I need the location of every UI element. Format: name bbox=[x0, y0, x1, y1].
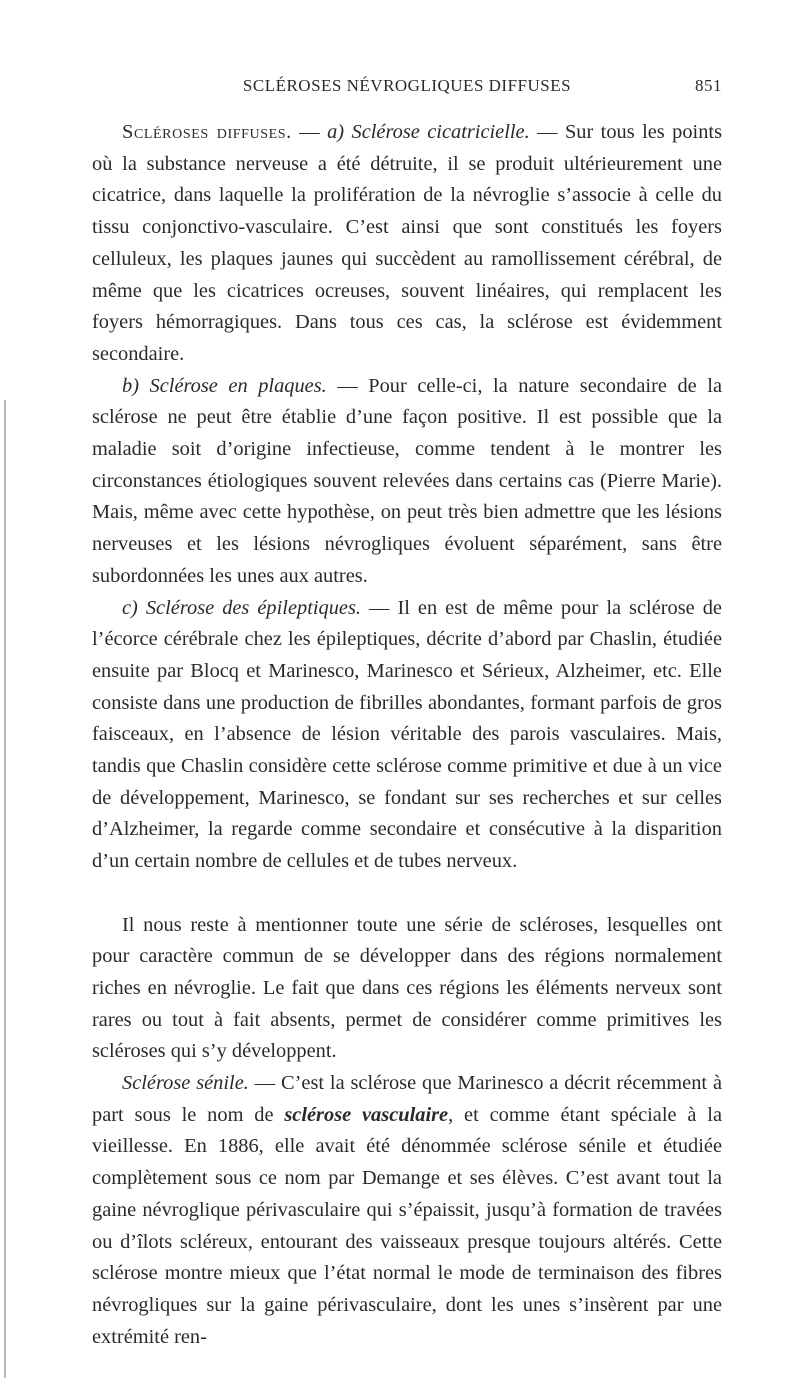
running-header bbox=[92, 76, 722, 106]
page-number: 851 bbox=[695, 76, 722, 95]
paragraph-sclerose-epileptiques bbox=[92, 593, 722, 878]
page-edge-line bbox=[4, 400, 6, 1378]
paragraph-text: Pour celle-ci, la nature secondaire de la sclérose ne peut être établie d’une façon positive. Il est possible que la maladie soit d’origine infectieuse, comme tendent à le montrer les circonstances étiologiques souvent relevées dans certains cas (Pierre Marie). Mais, même avec cette hypothèse, on peut très bien admettre que les lésions nerveuses et les lésions névrogliques évoluent séparément, sans être subordonnées les unes aux autres. bbox=[92, 374, 723, 587]
paragraph-text: Il nous reste à mentionner toute une série de scléroses, lesquelles ont pour caractère commun de se développer dans des régions normalement riches en névroglie. Le fait que dans ces régions les éléments nerveux sont rares ou tout à fait absents, permet de considérer comme primitives les scléroses qui s’y développent. bbox=[92, 913, 722, 1063]
subsection-heading: b) Sclérose en plaques. bbox=[122, 374, 327, 397]
paragraph-sclerose-en-plaques bbox=[92, 371, 722, 593]
paragraph-text: C’est la sclérose que Marinesco a décrit récemment à part sous le nom de bbox=[92, 1072, 722, 1126]
paragraph-sclerose-cicatricielle bbox=[92, 117, 722, 371]
dash: — bbox=[326, 374, 369, 397]
paragraph-text: Sur tous les points où la substance nerveuse a été détruite, il se produit ultérieurement une cicatrice, dans laquelle la prolifération de la névroglie s’associe à celle du tissu conjonctivo-vasculaire. C’est ainsi que sont constitués les foyers celluleux, les plaques jaunes qui succèdent au ramollissement cérébral, de même que les cicatrices ocreuses, souvent linéaires, qui remplacent les foyers hémorragiques. Dans tous ces cas, la sclérose est évidemment secondaire. bbox=[92, 121, 723, 365]
paragraph-sclerose-senile bbox=[92, 1068, 722, 1353]
body-text bbox=[92, 117, 722, 1353]
paragraph-text: , et comme étant spéciale à la vieillesse. En 1886, elle avait été dénommée sclérose sénile et étudiée complètement sous ce nom par Demange et ses élèves. C’est avant tout la gaine névroglique périvasculaire qui s’épaissit, jusqu’à formation de travées ou d’îlots scléreux, entourant des vaisseaux presque toujours altérés. Cette sclérose montre mieux que l’état normal le mode de terminaison des fibres névrogliques sur la gaine périvasculaire, dont les unes s’insèrent par une extrémité ren- bbox=[92, 1103, 723, 1348]
running-title: SCLÉROSES NÉVROGLIQUES DIFFUSES bbox=[242, 76, 572, 95]
subsection-heading: a) Sclérose cicatricielle. bbox=[327, 121, 530, 143]
paragraph-text: Il en est de même pour la sclérose de l’écorce cérébrale chez les épileptiques, décrite d’abord par Chaslin, étudiée ensuite par Blocq et Marinesco, Marinesco et Sérieux, Alzheimer, etc. Elle consiste dans une production de fibrilles abondantes, formant parfois de gros faisceaux, en l’absence de lésion véritable des parois vasculaires. Mais, tandis que Chaslin considère cette sclérose comme primitive et due à un vice de développement, Marinesco, se fondant sur ses recherches et sur celles d’Alzheimer, la regarde comme secondaire et consécutive à la disparition d’un certain nombre de cellules et de tubes nerveux. bbox=[92, 596, 722, 873]
section-heading: Scléroses diffuses. bbox=[122, 121, 292, 143]
paragraph-scleroses-primitives bbox=[92, 910, 722, 1069]
dash: — bbox=[529, 121, 565, 143]
dash: — bbox=[248, 1072, 281, 1095]
emphasized-term: sclérose vasculaire bbox=[284, 1103, 449, 1126]
dash: — bbox=[291, 121, 328, 143]
subsection-heading: c) Sclérose des épileptiques. bbox=[122, 596, 362, 619]
dash: — bbox=[361, 596, 398, 619]
subsection-heading: Sclérose sénile. bbox=[122, 1072, 249, 1095]
